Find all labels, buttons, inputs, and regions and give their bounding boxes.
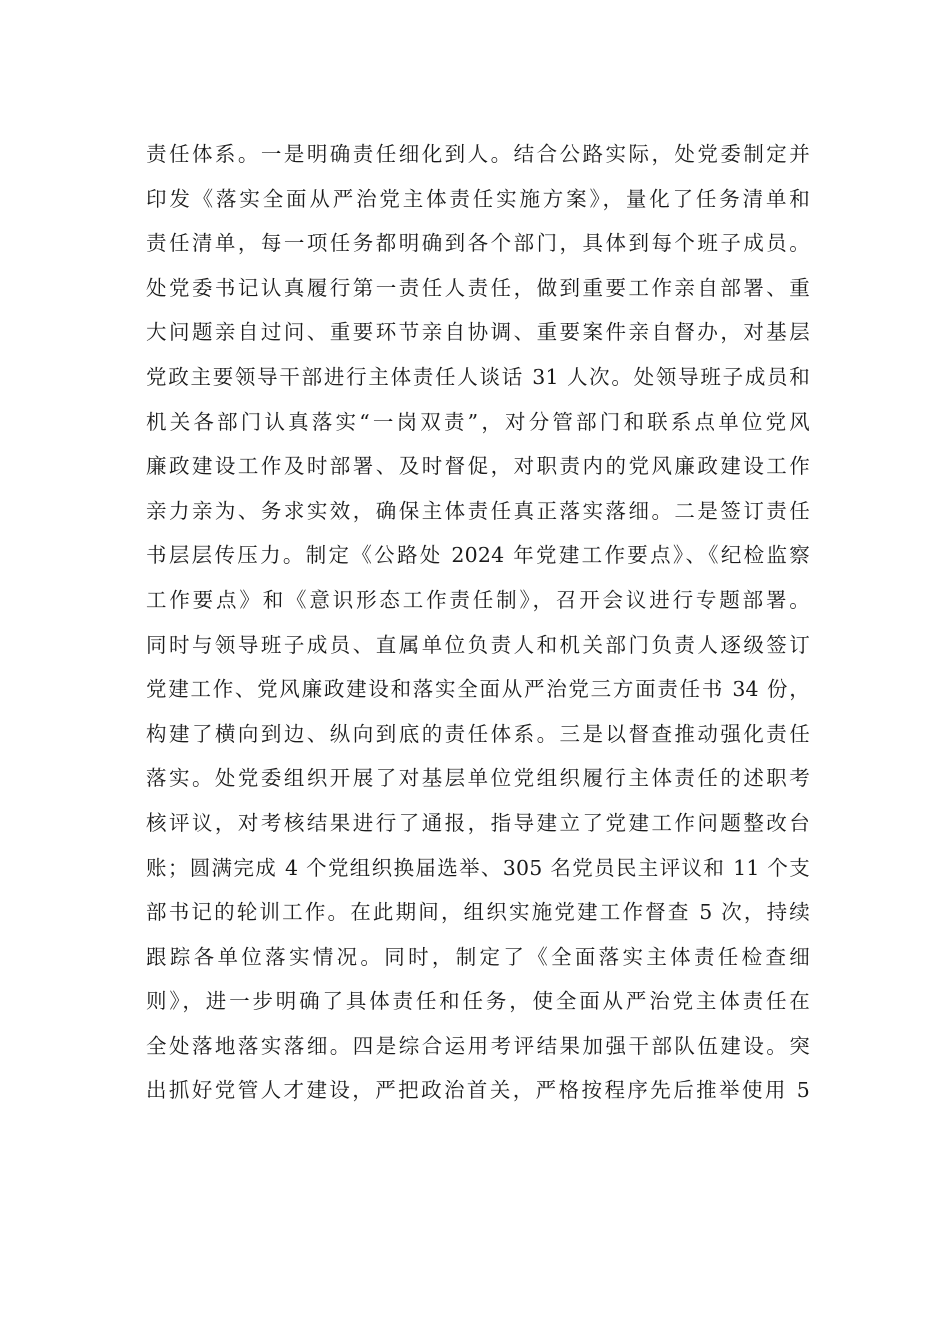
text-line: 责任体系。一是明确责任细化到人。结合公路实际，处党委制定并	[146, 142, 810, 166]
text-line: 出抓好党管人才建设，严把政治首关，严格按程序先后推举使用 5	[146, 1078, 810, 1103]
text-line: 责任清单，每一项任务都明确到各个部门，具体到每个班子成员。	[146, 231, 810, 256]
text-line: 大问题亲自过问、重要环节亲自协调、重要案件亲自督办，对基层	[146, 320, 810, 345]
text-line: 账；圆满完成 4 个党组织换届选举、305 名党员民主评议和 11 个支	[146, 855, 810, 880]
text-line: 则》，进一步明确了具体责任和任务，使全面从严治党主体责任在	[146, 989, 810, 1014]
text-line: 印发《落实全面从严治党主体责任实施方案》，量化了任务清单和	[146, 186, 810, 211]
text-line: 亲力亲为、务求实效，确保主体责任真正落实落细。二是签订责任	[146, 498, 810, 523]
text-line: 部书记的轮训工作。在此期间，组织实施党建工作督查 5 次，持续	[146, 900, 810, 925]
text-line: 同时与领导班子成员、直属单位负责人和机关部门负责人逐级签订	[146, 632, 810, 657]
text-line: 廉政建设工作及时部署、及时督促，对职责内的党风廉政建设工作	[146, 454, 810, 479]
body-text	[146, 132, 810, 1113]
text-line: 构建了横向到边、纵向到底的责任体系。三是以督查推动强化责任	[146, 721, 810, 746]
text-line: 工作要点》和《意识形态工作责任制》，召开会议进行专题部署。	[146, 587, 810, 612]
text-line: 机关各部门认真落实“一岗双责”，对分管部门和联系点单位党风	[146, 409, 810, 434]
text-line: 跟踪各单位落实情况。同时，制定了《全面落实主体责任检查细	[146, 944, 810, 969]
text-line: 落实。处党委组织开展了对基层单位党组织履行主体责任的述职考	[146, 766, 810, 791]
text-line: 处党委书记认真履行第一责任人责任，做到重要工作亲自部署、重	[146, 275, 810, 300]
text-line: 书层层传压力。制定《公路处 2024 年党建工作要点》、《纪检监察	[146, 543, 810, 568]
text-line: 核评议，对考核结果进行了通报，指导建立了党建工作问题整改台	[146, 810, 810, 835]
text-line: 全处落地落实落细。四是综合运用考评结果加强干部队伍建设。突	[146, 1033, 810, 1058]
text-line: 党政主要领导干部进行主体责任人谈话 31 人次。处领导班子成员和	[146, 364, 810, 389]
text-line: 党建工作、党风廉政建设和落实全面从严治党三方面责任书 34 份，	[146, 677, 810, 702]
